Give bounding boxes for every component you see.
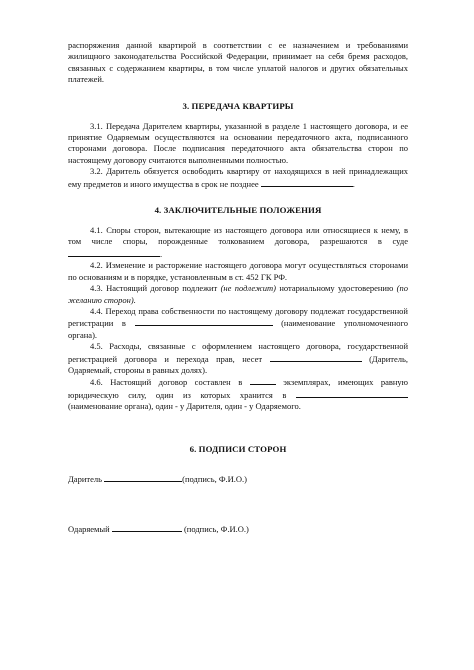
donor-label: Даритель [68,473,102,484]
clause-4-6-text: 4.6. Настоящий договор составлен в [90,377,243,388]
clause-4-6-mid: экземплярах, имеющих равную юридическую силу, один из которых хранится в [68,377,409,400]
clause-3-2-end: . [352,178,355,189]
intro-paragraph: распоряжения данной квартирой в соответствии с ее назначением и требованиями жилищного законодательства Российской Федерации, принимает на себя бремя расходов, связанных с содержанием квартиры, в том числе уплатой налогов и других обязательных платежей. [68,40,408,85]
recipient-hint: (подпись, Ф.И.О.) [183,523,249,534]
blank-line [296,389,408,398]
donor-signature-line [104,473,182,482]
clause-4-1-end: . [160,248,163,259]
clause-4-5-text: 4.5. Расходы, связанные с оформлением настоящего договора, государственной регистрацией договора и перехода прав, несет [68,341,408,364]
clause-3-1: 3.1. Передача Дарителем квартиры, указанной в разделе 1 настоящего договора, и ее принятие Одаряемым осуществляются на основании передаточного акта, подписанного сторонами договора. После подписания передаточного акта обязательства сторон по настоящему договору считаются выполненными полностью. [68,120,408,165]
clause-4-4-end: (наименование уполномоченного органа). [68,318,408,340]
donor-signature-row [68,473,408,485]
clause-4-5-mid: (Даритель, Одаряемый, стороны в равных долях). [68,353,409,375]
section-6-heading: 6. ПОДПИСИ СТОРОН [189,443,287,454]
clause-3-2-text: 3.2. Даритель обязуется освободить квартиру от находящихся в ней принадлежащих ему предметов и иного имущества в срок не позднее [68,166,408,189]
section-3-heading: 3. ПЕРЕДАЧА КВАРТИРЫ [182,100,294,111]
recipient-signature-row [68,523,408,535]
clause-4-3 [68,283,408,306]
blank-line [135,317,273,326]
clause-3-2 [68,166,408,190]
clause-4-4-text: 4.4. Переход права собственности по настоящему договору подлежат государственной регистрации в [68,305,408,329]
clause-4-2: 4.2. Изменение и расторжение настоящего договора могут осуществляться сторонами по основаниям и в порядке, установленным в ст. 452 ГК РФ. [68,260,408,282]
document-body [68,40,408,535]
section-4-heading: 4. ЗАКЛЮЧИТЕЛЬНЫЕ ПОЛОЖЕНИЯ [154,205,322,216]
blank-line [68,248,163,259]
clause-4-3-text: 4.3. Настоящий договор подлежит [90,283,218,294]
blank-line [270,353,362,362]
blank-line [250,376,276,385]
blank-line [261,178,353,187]
donor-hint: (подпись, Ф.И.О.) [182,473,248,484]
clause-4-6 [68,376,408,412]
clause-4-6-end: (наименование органа), один - у Дарителя, один - у Одаряемого. [68,401,301,412]
clause-4-5 [68,341,408,376]
clause-4-4 [68,306,408,341]
clause-4-3-mid: нотариальному удостоверению [279,283,394,294]
recipient-signature-line [112,523,182,532]
clause-4-3-italic-1: (не подлежит) [220,283,277,294]
clause-4-1-text: 4.1. Споры сторон, вытекающие из настоящего договора или относящиеся к нему, в том числе споры, порожденные толкованием договора, разрешаются в суде [68,225,408,247]
recipient-label: Одаряемый [68,523,110,534]
clause-4-1 [68,225,408,260]
clause-4-3-italic-2: (по желанию сторон). [68,283,408,305]
